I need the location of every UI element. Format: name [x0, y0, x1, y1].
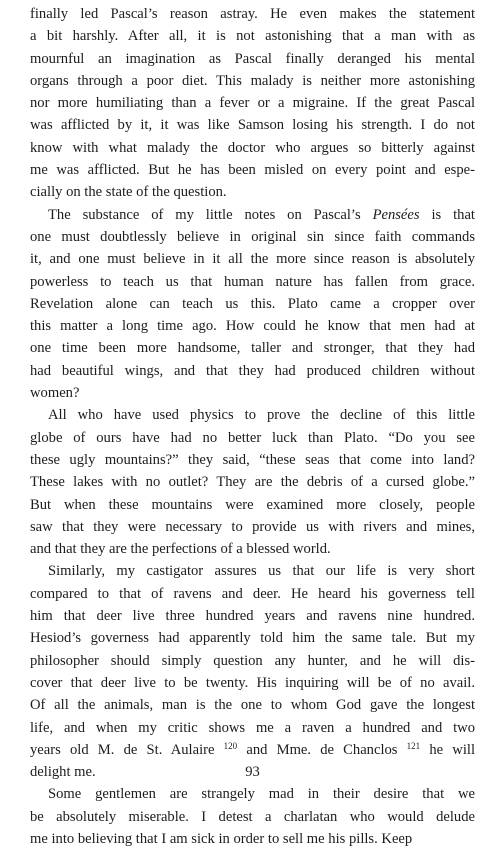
body-text	[30, 3, 475, 850]
text-line: Revelation alone can teach us this. Plato came a cropper over	[30, 295, 475, 312]
text-line: Some gentlemen are strangely mad in their desire that we	[48, 786, 475, 803]
paragraph	[30, 204, 475, 405]
text-line: But when these mountains were examined more closely, people	[30, 496, 475, 513]
italic-title: Pensées	[372, 206, 420, 223]
text-line: All who have used physics to prove the decline of this little	[48, 407, 475, 424]
text-line: Of all the animals, man is the one to whom God gave the longest	[30, 697, 475, 714]
text-line: was afflicted by it, it was like Samson losing his strength. I do not	[30, 117, 475, 134]
text-line: this matter a long time ago. How could he know that men had at	[30, 318, 475, 335]
text-line: cially on the state of the question.	[30, 184, 227, 201]
text-line: these ugly mountains?” they said, “these seas that come into land?	[30, 451, 475, 468]
text-line: finally led Pascal’s reason astray. He even makes the statement	[30, 6, 475, 22]
book-page	[30, 0, 475, 847]
paragraph	[30, 404, 475, 560]
text-line: delight me.	[30, 764, 96, 781]
text-line: nor more humiliating than a fever or a migraine. If the great Pascal	[30, 95, 475, 112]
text-line: women?	[30, 385, 80, 402]
paragraph	[30, 3, 475, 204]
text-line: The substance of my little notes on Pascal’s Pensées is that	[48, 206, 475, 223]
text-line: Hesiod’s governess had apparently told him the same tale. But my	[30, 630, 475, 647]
text-line: him that deer live three hundred years and ravens nine hundred.	[30, 608, 475, 625]
text-line: years old M. de St. Aulaire $^{120}$ and Mme. de Chanclos $^{121}$ he will	[30, 740, 475, 758]
text-line: organs through a poor diet. This malady is neither more astonishing	[30, 72, 475, 89]
text-line: philosopher should simply question any hunter, and he will dis-	[30, 652, 475, 669]
text-line: a bit harshly. After all, it is not astonishing that a man with as	[30, 28, 475, 45]
text-line: it, and one must believe in it all the more since reason is absolutely	[30, 251, 475, 268]
footnote-ref: 120	[223, 740, 238, 751]
text-line: powerless to teach us that human nature has fallen from grace.	[30, 273, 475, 290]
paragraph	[30, 560, 475, 783]
text-line: one time been more handsome, taller and stronger, that they had	[30, 340, 475, 357]
text-line: Similarly, my castigator assures us that our life is very short	[48, 563, 475, 580]
text-line: me into believing that I am sick in order to sell me his pills. Keep	[30, 830, 413, 847]
text-line: mournful an imagination as Pascal finally deranged his mental	[30, 50, 475, 67]
text-line: had beautiful wings, and that they had produced children without	[30, 362, 475, 379]
text-line: me was afflicted. But he has been misled on every point and espe-	[30, 162, 475, 179]
text-line: one must doubtlessly believe in original sin since faith commands	[30, 228, 475, 245]
text-line: compared to that of ravens and deer. He heard his governess tell	[30, 585, 475, 602]
text-line: life, and when my critic shows me a raven a hundred and two	[30, 719, 475, 736]
text-line: cover that deer live to be twenty. His inquiring will be of no avail.	[30, 674, 475, 691]
footnote-ref: 121	[406, 740, 421, 751]
text-line: globe of ours have had no better luck than Plato. “Do you see	[30, 429, 475, 446]
paragraph	[30, 783, 475, 850]
text-line: saw that they were necessary to provide us with rivers and mines,	[30, 518, 475, 535]
text-line: These lakes with no outlet? They are the debris of a cursed globe.”	[30, 474, 475, 491]
text-line: know with what malady the doctor who argues so bitterly against	[30, 139, 475, 156]
text-line: and that they are the perfections of a blessed world.	[30, 541, 331, 558]
page-number: 93	[245, 764, 260, 780]
text-line: be absolutely miserable. I detest a charlatan who would delude	[30, 808, 475, 825]
